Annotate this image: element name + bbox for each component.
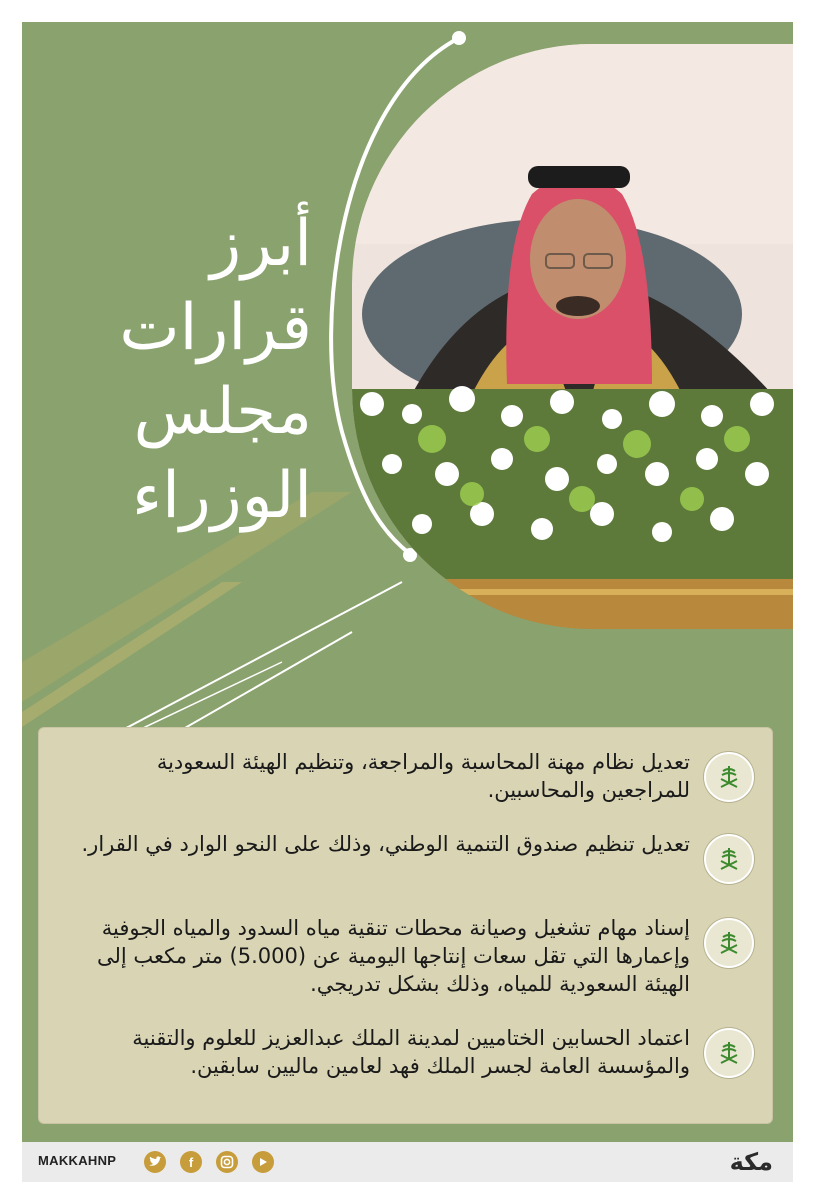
infographic-title: [62, 202, 312, 538]
decision-item: [64, 748, 754, 804]
decision-text: تعديل نظام مهنة المحاسبة والمراجعة، وتنظيم الهيئة السعودية للمراجعين والمحاسبين.: [156, 750, 690, 802]
youtube-icon[interactable]: [252, 1151, 274, 1173]
instagram-icon[interactable]: [216, 1151, 238, 1173]
decision-item: [64, 914, 754, 998]
title-line: الوزراء: [131, 459, 312, 533]
decision-text: اعتماد الحسابين الختاميين لمدينة الملك عبدالعزيز للعلوم والتقنية والمؤسسة العامة لجسر الملك فهد لعامين ماليين سابقين.: [132, 1026, 690, 1078]
decisions-panel: [38, 727, 773, 1124]
title-line: أبرز: [210, 207, 312, 281]
social-handle[interactable]: MAKKAHNP: [38, 1153, 117, 1168]
facebook-icon[interactable]: f: [180, 1151, 202, 1173]
footer-bar: [22, 1142, 793, 1182]
title-line: مجلس: [133, 375, 312, 449]
decision-item: [64, 1024, 754, 1080]
king-photo: [352, 44, 793, 629]
saudi-emblem-icon: [704, 834, 754, 884]
decision-text: تعديل تنظيم صندوق التنمية الوطني، وذلك على النحو الوارد في القرار.: [81, 832, 690, 856]
twitter-icon[interactable]: [144, 1151, 166, 1173]
decision-item: [64, 830, 754, 884]
saudi-emblem-icon: [704, 1028, 754, 1078]
title-line: قرارات: [119, 291, 312, 365]
decision-text: إسناد مهام تشغيل وصيانة محطات تنقية مياه السدود والمياه الجوفية وإعمارها التي تقل سعات إنتاجها اليومية عن (5.000) متر مكعب إلى الهيئة السعودية للمياه، وذلك بشكل تدريجي.: [96, 916, 690, 996]
saudi-emblem-icon: [704, 918, 754, 968]
saudi-emblem-icon: [704, 752, 754, 802]
makkah-logo: مكة: [729, 1148, 773, 1176]
